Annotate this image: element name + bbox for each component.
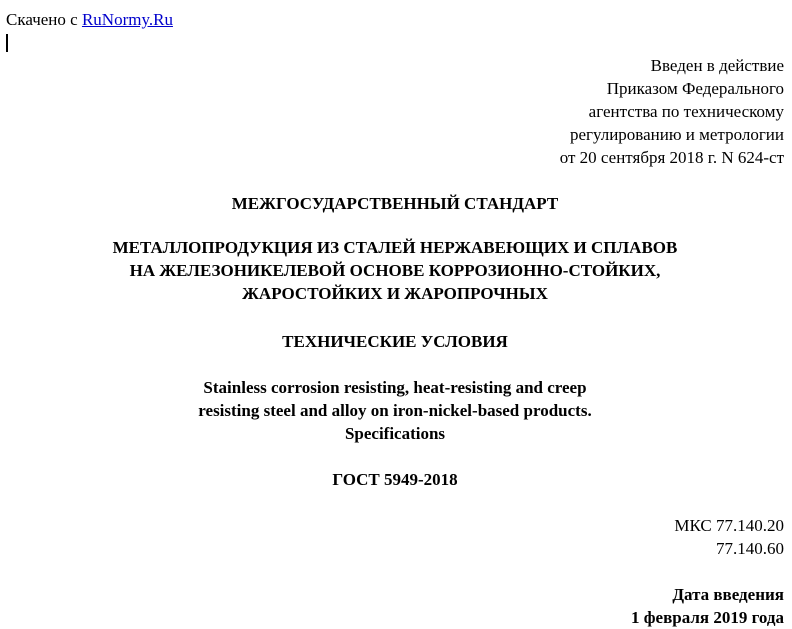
mks-codes: [674, 514, 784, 560]
enactment-line: агентства по техническому: [588, 102, 784, 121]
source-line: [6, 8, 173, 31]
intro-date-label: Дата введения: [672, 585, 784, 604]
source-link[interactable]: RuNormy.Ru: [81, 10, 173, 29]
title-line: ЖАРОСТОЙКИХ И ЖАРОПРОЧНЫХ: [242, 284, 548, 303]
enactment-line: от 20 сентября 2018 г. N 624-ст: [559, 148, 784, 167]
introduction-date: [631, 583, 784, 629]
enactment-block: [560, 54, 784, 169]
english-title-line: resisting steel and alloy on iron-nickel-based products.: [198, 401, 592, 420]
mks-line: МКС 77.140.20: [674, 516, 784, 535]
standard-type-heading: [0, 192, 790, 215]
english-title-line: Specifications: [344, 424, 446, 443]
enactment-line: Приказом Федерального: [606, 79, 784, 98]
source-prefix: Скачено с: [6, 10, 82, 29]
document-title: [0, 236, 790, 305]
document-subtitle: [0, 330, 790, 353]
title-line: МЕТАЛЛОПРОДУКЦИЯ ИЗ СТАЛЕЙ НЕРЖАВЕЮЩИХ И СПЛАВОВ: [112, 238, 678, 257]
text-cursor: [6, 34, 8, 52]
enactment-line: регулированию и метрологии: [569, 125, 784, 144]
gost-number-text: ГОСТ 5949-2018: [332, 470, 458, 489]
english-title-line: Stainless corrosion resisting, heat-resisting and creep: [203, 378, 587, 397]
intro-date-value: 1 февраля 2019 года: [631, 608, 784, 627]
mks-line: 77.140.60: [716, 539, 784, 558]
english-title: [0, 376, 790, 445]
gost-number: [0, 468, 790, 491]
subtitle-text: ТЕХНИЧЕСКИЕ УСЛОВИЯ: [282, 332, 508, 351]
enactment-line: Введен в действие: [650, 56, 784, 75]
standard-type-text: МЕЖГОСУДАРСТВЕННЫЙ СТАНДАРТ: [231, 194, 559, 213]
title-line: НА ЖЕЛЕЗОНИКЕЛЕВОЙ ОСНОВЕ КОРРОЗИОННО-СТОЙКИХ,: [129, 261, 661, 280]
